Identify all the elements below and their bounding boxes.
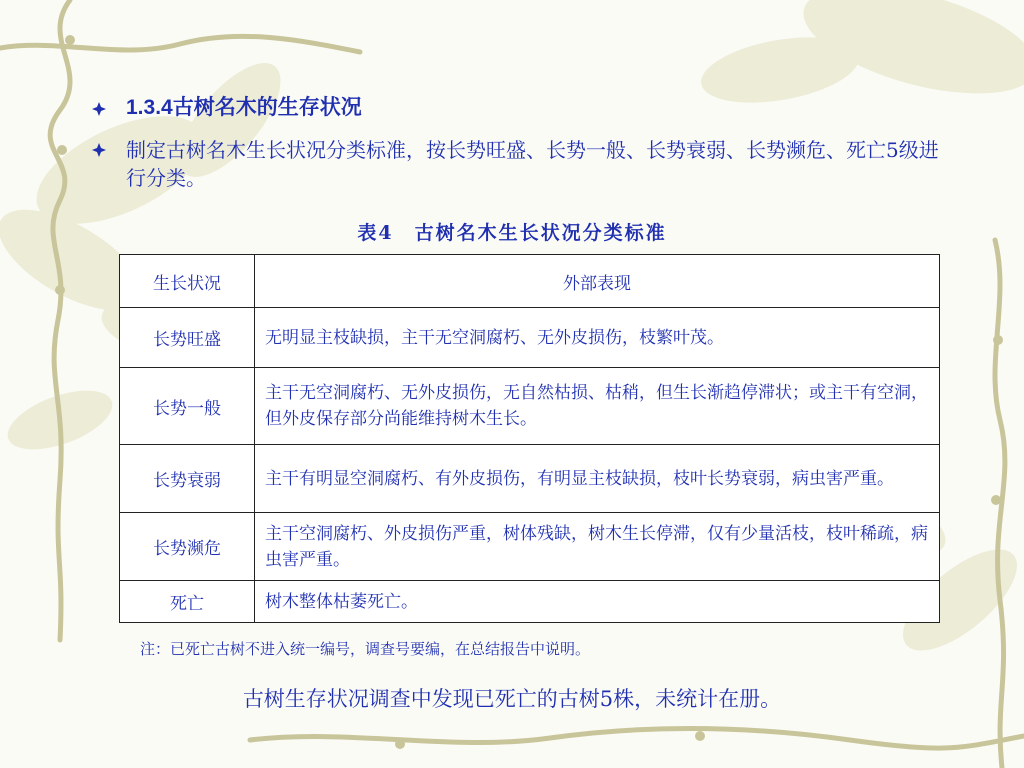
status-cell: 长势一般: [120, 368, 255, 445]
table-row: [120, 445, 940, 513]
description-cell: 无明显主枝缺损，主干无空洞腐朽、无外皮损伤，枝繁叶茂。: [255, 308, 940, 368]
growth-status-table: [119, 254, 940, 623]
heading-bullet-row: [92, 95, 362, 121]
paragraph-bullet-row: [92, 136, 956, 192]
diamond-bullet-icon: [92, 143, 106, 157]
status-cell: 长势衰弱: [120, 445, 255, 513]
description-cell: 主干有明显空洞腐朽、有外皮损伤，有明显主枝缺损，枝叶长势衰弱，病虫害严重。: [255, 445, 940, 513]
diamond-bullet-icon: [92, 102, 106, 116]
status-cell: 长势濒危: [120, 513, 255, 581]
table-caption: 表4 古树名木生长状况分类标准: [357, 222, 667, 244]
table-row: [120, 368, 940, 445]
description-cell: 主干空洞腐朽、外皮损伤严重，树体残缺，树木生长停滞，仅有少量活枝，枝叶稀疏，病虫害严重。: [255, 513, 940, 581]
header-status: 生长状况: [120, 255, 255, 308]
description-cell: 主干无空洞腐朽、无外皮损伤，无自然枯损、枯稍，但生长渐趋停滞状；或主干有空洞，但外皮保存部分尚能维持树木生长。: [255, 368, 940, 445]
status-cell: 死亡: [120, 581, 255, 623]
summary-text: 古树生存状况调查中发现已死亡的古树5株，未统计在册。: [242, 687, 782, 711]
intro-paragraph: 制定古树名木生长状况分类标准，按长势旺盛、长势一般、长势衰弱、长势濒危、死亡5级进行分类。: [126, 138, 939, 190]
description-cell: 树木整体枯萎死亡。: [255, 581, 940, 623]
table-header-row: [120, 255, 940, 308]
table-row: [120, 308, 940, 368]
header-description: 外部表现: [255, 255, 940, 308]
table-row: [120, 581, 940, 623]
table-row: [120, 513, 940, 581]
status-cell: 长势旺盛: [120, 308, 255, 368]
section-heading: 1.3.4古树名木的生存状况: [126, 96, 362, 119]
table-note: 注：已死亡古树不进入统一编号，调查号要编，在总结报告中说明。: [140, 640, 591, 658]
